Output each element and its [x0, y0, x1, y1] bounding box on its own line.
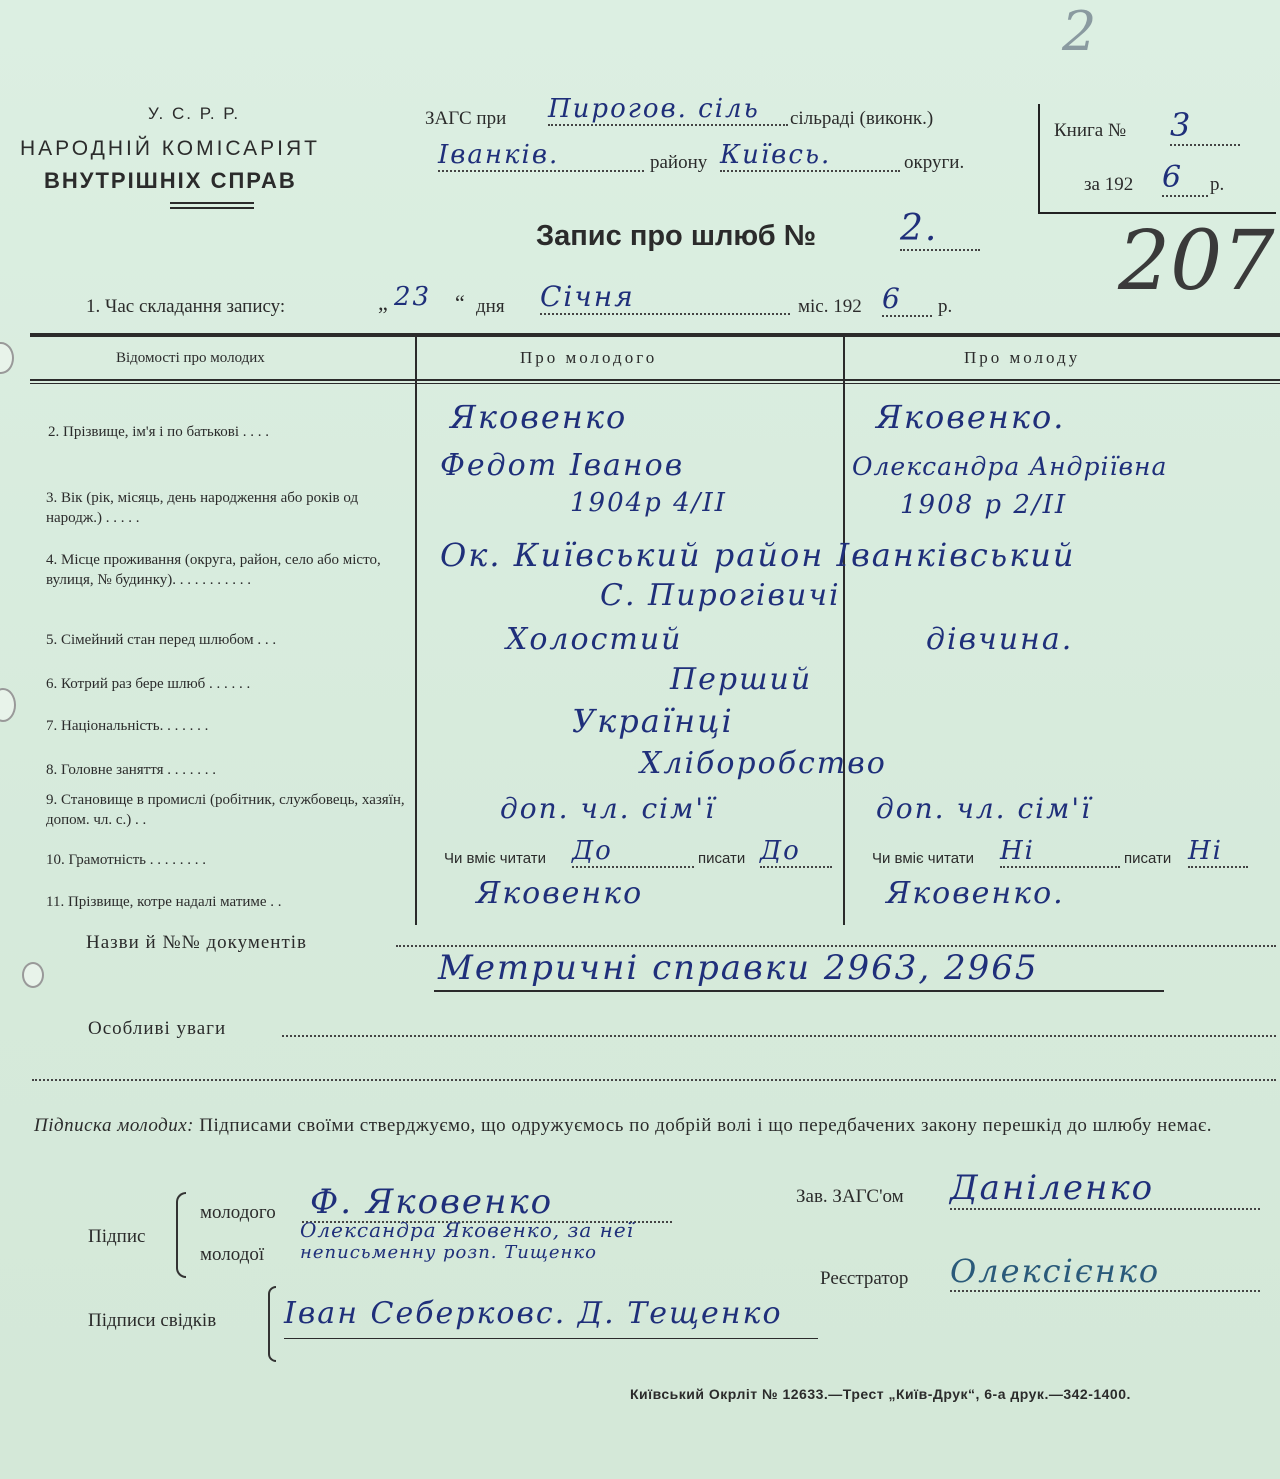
punch-hole-1 — [0, 342, 14, 374]
bride-write-value: Ні — [1188, 836, 1248, 868]
row-future-surname-label: 11. Прізвище, котре надалі матиме . . — [46, 894, 282, 910]
time-year-suffix: р. — [938, 296, 953, 317]
record-title: Запис про шлюб № — [536, 220, 817, 252]
witness-label: Підписи свідків — [88, 1310, 217, 1331]
documents-underline — [434, 990, 1164, 992]
remarks-label: Особливі уваги — [88, 1018, 227, 1039]
signature-brace — [176, 1192, 186, 1278]
witness-brace — [268, 1286, 276, 1362]
book-number: 3 — [1170, 106, 1240, 146]
groom-surname: Яковенко — [450, 398, 628, 436]
bride-given-names: Олександра Андріївна — [852, 452, 1168, 481]
groom-given-names: Федот Іванов — [440, 448, 685, 483]
bride-sign-label: молодої — [200, 1244, 265, 1265]
table-col-divider-2 — [843, 337, 845, 925]
row-occupation-label: 8. Головне заняття . . . . . . . — [46, 762, 216, 778]
residence-line-2: С. Пирогівичі — [600, 578, 841, 613]
nationality: Українці — [572, 702, 734, 740]
bride-future-surname: Яковенко. — [886, 876, 1065, 911]
bride-signature-2: неписьменну розп. Тищенко — [300, 1242, 597, 1263]
book-year-digit: 6 — [1162, 160, 1208, 197]
declaration-lead: Підписка молодих: — [34, 1115, 194, 1136]
groom-write-value: До — [760, 836, 832, 868]
row-marital-label: 5. Сімейний стан перед шлюбом . . . — [46, 632, 277, 648]
registrar-signature: Олексієнко — [950, 1252, 1260, 1292]
time-day: 23 — [394, 282, 432, 312]
book-box — [1038, 104, 1276, 214]
time-open-quote: „ — [378, 290, 388, 315]
groom-sign-label: молодого — [200, 1202, 276, 1223]
time-month-label: міс. 192 — [798, 296, 862, 317]
ussr-label: У. С. Р. Р. — [148, 104, 241, 123]
punch-hole-2 — [0, 688, 16, 722]
book-label: Книга № — [1054, 120, 1127, 141]
registrar-label: Реєстратор — [820, 1268, 909, 1289]
row-times-label: 6. Котрий раз бере шлюб . . . . . . — [46, 676, 251, 692]
bride-read-label: Чи вміє читати — [872, 850, 974, 867]
documents-value: Метричні справки 2963, 2965 — [438, 948, 1039, 988]
documents-dotted-line-1 — [396, 944, 1276, 947]
corner-mark: 2 — [1062, 0, 1099, 63]
groom-status: доп. чл. сім'ї — [500, 792, 716, 825]
groom-signature: Ф. Яковенко — [310, 1182, 554, 1222]
row-name-label: 2. Прізвище, ім'я і по батькові . . . . — [48, 424, 270, 440]
bride-signature-1: Олександра Яковенко, за неї — [300, 1218, 635, 1242]
declaration — [34, 1108, 1280, 1144]
zags-council-handwritten: Пирогов. сіль — [548, 94, 788, 126]
witness-signature: Іван Себерковс. Д. Тещенко — [284, 1296, 783, 1331]
header-rule-2 — [170, 207, 254, 209]
printer-info: Київський Окрліт № 12633.—Трест „Київ-Друк“, 6-а друк.—342-1400. — [630, 1386, 1131, 1402]
groom-write-label: писати — [698, 850, 746, 867]
district-label: району — [650, 152, 708, 173]
time-day-label: дня — [476, 296, 505, 317]
occupation: Хліборобство — [640, 746, 887, 781]
declaration-text: Підписами своїми стверджуємо, що одружуємось по добрій волі і що передбачених закону перешкід до шлюбу немає. — [199, 1115, 1212, 1136]
row-age-label: 3. Вік (рік, місяць, день народження або років од народж.) . . . . . — [46, 490, 359, 526]
remarks-dotted-line-1 — [282, 1034, 1276, 1037]
col-header-groom: Про молодого — [520, 348, 658, 367]
bride-read-value: Ні — [1000, 836, 1120, 868]
table-header-rule-b — [30, 383, 1280, 384]
row-status-label: 9. Становище в промислі (робітник, службовець, хазяїн, допом. чл. с.) . . — [46, 792, 405, 828]
signature-label: Підпис — [88, 1226, 146, 1247]
times-married: Перший — [670, 662, 813, 697]
zags-prefix: ЗАГС при — [425, 108, 507, 129]
groom-birth: 1904р 4/ІІ — [570, 488, 727, 518]
record-number: 2. — [900, 208, 980, 251]
col-header-bride: Про молоду — [964, 348, 1081, 367]
residence-line-1: Ок. Київський район Іванківський — [440, 536, 1076, 574]
groom-future-surname: Яковенко — [476, 876, 644, 911]
row-residence-label: 4. Місце проживання (округа, район, село або місто, вулиця, № будинку). . . . . . . . . . . — [46, 552, 381, 588]
bride-birth: 1908 р 2/ІІ — [900, 490, 1068, 520]
archive-number: 207 — [1118, 214, 1275, 309]
commissariat-label: НАРОДНІЙ КОМІСАРІЯТ — [20, 137, 320, 160]
book-year-suffix: р. — [1210, 174, 1225, 195]
internal-affairs-label: ВНУТРІШНІХ СПРАВ — [44, 168, 297, 193]
book-year-label: за 192 — [1084, 174, 1134, 195]
district-handwritten: Іванків. — [438, 140, 644, 172]
col-header-info: Відомості про молодих — [116, 350, 265, 366]
time-label: 1. Час складання запису: — [86, 296, 286, 317]
header-rule-1 — [170, 202, 254, 204]
groom-read-value: До — [572, 836, 694, 868]
okrug-handwritten: Київсь. — [720, 140, 900, 172]
bride-write-label: писати — [1124, 850, 1172, 867]
groom-marital: Холостий — [506, 622, 683, 657]
zags-council-suffix: сільраді (виконк.) — [790, 108, 934, 129]
row-nationality-label: 7. Національність. . . . . . . — [46, 718, 209, 734]
time-month: Січня — [540, 280, 790, 315]
bride-status: доп. чл. сім'ї — [876, 792, 1092, 825]
witness-underline — [284, 1338, 818, 1339]
time-year-digit: 6 — [882, 282, 932, 317]
head-label: Зав. ЗАГС'ом — [796, 1186, 904, 1207]
documents-label: Назви й №№ документів — [86, 932, 308, 953]
okrug-label: округи. — [904, 152, 965, 173]
table-header-rule — [30, 379, 1280, 381]
bride-surname: Яковенко. — [876, 398, 1066, 436]
punch-hole-3 — [22, 962, 44, 988]
table-top-rule — [30, 333, 1280, 337]
table-col-divider-1 — [415, 337, 417, 925]
groom-read-label: Чи вміє читати — [444, 850, 546, 867]
head-signature: Даніленко — [950, 1168, 1260, 1210]
row-literacy-label: 10. Грамотність . . . . . . . . — [46, 852, 206, 868]
time-close-quote: “ — [455, 290, 465, 315]
bride-marital: дівчина. — [926, 622, 1074, 657]
remarks-dotted-line-2 — [32, 1078, 1276, 1081]
